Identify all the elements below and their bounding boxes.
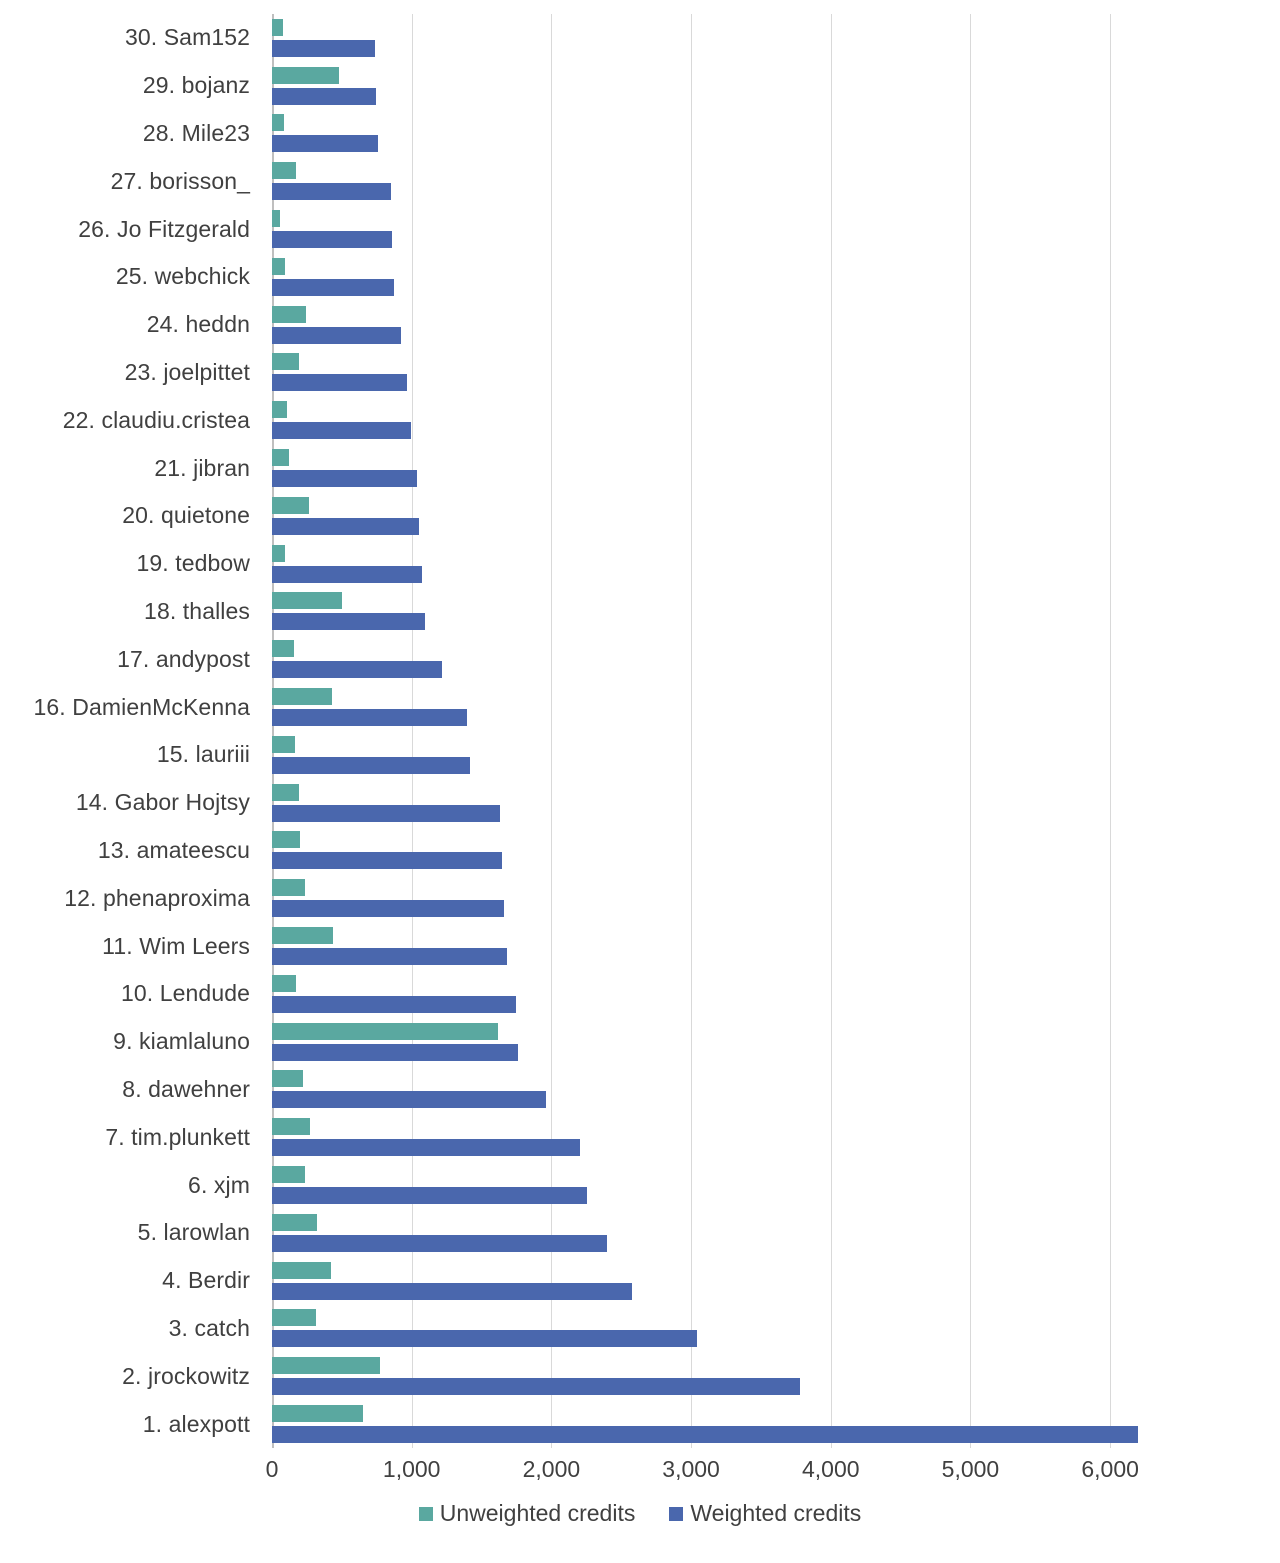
legend-label: Unweighted credits	[439, 1500, 636, 1526]
category-label-row	[0, 205, 250, 253]
category-label-row	[0, 1018, 250, 1066]
category-label: 5. larowlan	[137, 1219, 250, 1246]
legend-swatch-icon	[669, 1507, 683, 1521]
bar-group	[272, 1066, 1180, 1114]
bar-group	[272, 14, 1180, 62]
bar-unweighted	[272, 927, 333, 944]
bar-group	[272, 492, 1180, 540]
bar-weighted	[272, 1283, 632, 1300]
bar-unweighted	[272, 67, 339, 84]
bar-unweighted	[272, 879, 305, 896]
category-label: 3. catch	[168, 1314, 250, 1341]
category-label-row	[0, 14, 250, 62]
bar-weighted	[272, 135, 378, 152]
category-axis-labels	[0, 14, 262, 1448]
bar-group	[272, 1018, 1180, 1066]
category-label: 13. amateescu	[97, 836, 250, 863]
bar-unweighted	[272, 1070, 303, 1087]
category-label: 18. thalles	[144, 597, 250, 624]
bar-weighted	[272, 1187, 587, 1204]
bar-group	[272, 110, 1180, 158]
bar-group	[272, 1305, 1180, 1353]
bar-unweighted	[272, 449, 289, 466]
legend-item-unweighted[interactable]	[419, 1500, 636, 1527]
bar-group	[272, 1113, 1180, 1161]
bar-weighted	[272, 1426, 1138, 1443]
category-label-row	[0, 1209, 250, 1257]
category-label-row	[0, 253, 250, 301]
bar-unweighted	[272, 592, 342, 609]
value-axis-labels	[265, 1450, 1180, 1494]
bar-unweighted	[272, 306, 306, 323]
category-label: 7. tim.plunkett	[105, 1123, 250, 1150]
bar-group	[272, 731, 1180, 779]
bar-weighted	[272, 566, 422, 583]
bar-group	[272, 922, 1180, 970]
bar-weighted	[272, 661, 442, 678]
bar-group	[272, 635, 1180, 683]
bar-weighted	[272, 1330, 697, 1347]
bar-unweighted	[272, 1405, 363, 1422]
bar-weighted	[272, 231, 392, 248]
category-label: 1. alexpott	[142, 1410, 250, 1437]
bar-group	[272, 779, 1180, 827]
category-label: 20. quietone	[122, 502, 250, 529]
category-label: 16. DamienMcKenna	[33, 693, 250, 720]
chart-legend	[0, 1500, 1280, 1527]
x-axis-tick-label: 2,000	[522, 1456, 581, 1482]
category-label-row	[0, 157, 250, 205]
category-label: 28. Mile23	[142, 119, 250, 146]
x-axis-tick-label: 1,000	[382, 1456, 441, 1482]
category-label: 24. heddn	[146, 311, 250, 338]
category-label-row	[0, 635, 250, 683]
bar-weighted	[272, 374, 407, 391]
bar-group	[272, 1161, 1180, 1209]
category-label: 21. jibran	[154, 454, 250, 481]
bar-group	[272, 540, 1180, 588]
category-label-row	[0, 1257, 250, 1305]
bar-weighted	[272, 518, 419, 535]
bar-weighted	[272, 613, 425, 630]
category-label-row	[0, 492, 250, 540]
bar-weighted	[272, 709, 467, 726]
bar-unweighted	[272, 258, 285, 275]
bar-unweighted	[272, 736, 295, 753]
category-label: 4. Berdir	[162, 1267, 250, 1294]
bar-group	[272, 62, 1180, 110]
category-label-row	[0, 1305, 250, 1353]
category-label-row	[0, 110, 250, 158]
category-label-row	[0, 922, 250, 970]
bar-unweighted	[272, 210, 280, 227]
category-label-row	[0, 62, 250, 110]
x-axis-tick-label: 0	[265, 1456, 279, 1482]
category-label: 22. claudiu.cristea	[62, 406, 250, 433]
bar-group	[272, 349, 1180, 397]
category-label: 12. phenaproxima	[64, 884, 250, 911]
bar-weighted	[272, 900, 504, 917]
category-label: 17. andypost	[117, 645, 250, 672]
category-label: 27. borisson_	[110, 167, 250, 194]
category-label: 30. Sam152	[124, 24, 250, 51]
bar-unweighted	[272, 545, 285, 562]
bar-unweighted	[272, 784, 299, 801]
legend-swatch-icon	[419, 1507, 433, 1521]
bar-weighted	[272, 805, 500, 822]
category-label: 25. webchick	[115, 263, 250, 290]
category-label-row	[0, 683, 250, 731]
legend-item-weighted[interactable]	[669, 1500, 861, 1527]
bar-unweighted	[272, 975, 296, 992]
bar-unweighted	[272, 353, 299, 370]
category-label-row	[0, 1066, 250, 1114]
category-label: 2. jrockowitz	[122, 1362, 250, 1389]
bar-weighted	[272, 1091, 546, 1108]
bar-weighted	[272, 470, 417, 487]
bar-unweighted	[272, 831, 300, 848]
category-label: 26. Jo Fitzgerald	[78, 215, 250, 242]
x-axis-tick-label: 6,000	[1081, 1456, 1139, 1482]
bar-group	[272, 444, 1180, 492]
category-label-row	[0, 444, 250, 492]
bar-weighted	[272, 1139, 580, 1156]
category-label: 11. Wim Leers	[102, 932, 250, 959]
bar-unweighted	[272, 1118, 310, 1135]
category-label-row	[0, 349, 250, 397]
bar-weighted	[272, 279, 394, 296]
category-label: 29. bojanz	[142, 72, 250, 99]
bar-unweighted	[272, 1023, 498, 1040]
bar-weighted	[272, 948, 507, 965]
category-label-row	[0, 1161, 250, 1209]
category-label-row	[0, 1352, 250, 1400]
category-label-row	[0, 1113, 250, 1161]
category-label-row	[0, 1400, 250, 1448]
bar-weighted	[272, 1235, 607, 1252]
x-axis-tick-label: 3,000	[662, 1456, 720, 1482]
category-label-row	[0, 970, 250, 1018]
bar-weighted	[272, 1378, 800, 1395]
bar-weighted	[272, 88, 376, 105]
category-label: 14. Gabor Hojtsy	[75, 789, 250, 816]
bar-unweighted	[272, 640, 294, 657]
bar-group	[272, 970, 1180, 1018]
category-label-row	[0, 874, 250, 922]
bar-group	[272, 157, 1180, 205]
category-label: 9. kiamlaluno	[113, 1028, 250, 1055]
category-label-row	[0, 779, 250, 827]
bar-unweighted	[272, 162, 296, 179]
bar-group	[272, 301, 1180, 349]
category-label-row	[0, 301, 250, 349]
bar-unweighted	[272, 1214, 317, 1231]
bar-weighted	[272, 996, 516, 1013]
bar-weighted	[272, 40, 375, 57]
category-label-row	[0, 396, 250, 444]
bar-unweighted	[272, 497, 309, 514]
x-axis-tick-label: 5,000	[941, 1456, 1000, 1482]
bar-unweighted	[272, 114, 284, 131]
category-label-row	[0, 731, 250, 779]
bar-weighted	[272, 422, 411, 439]
bar-group	[272, 874, 1180, 922]
bar-group	[272, 396, 1180, 444]
bar-unweighted	[272, 1166, 305, 1183]
category-label: 6. xjm	[188, 1171, 250, 1198]
bar-weighted	[272, 183, 391, 200]
plot-area	[272, 14, 1180, 1448]
category-label: 23. joelpittet	[124, 358, 250, 385]
bar-group	[272, 1209, 1180, 1257]
bar-unweighted	[272, 1309, 316, 1326]
x-axis-tick-label: 4,000	[801, 1456, 860, 1482]
bar-unweighted	[272, 19, 283, 36]
bar-unweighted	[272, 1262, 331, 1279]
category-label: 8. dawehner	[122, 1075, 250, 1102]
bar-group	[272, 588, 1180, 636]
bar-unweighted	[272, 1357, 380, 1374]
bar-unweighted	[272, 401, 287, 418]
bar-group	[272, 683, 1180, 731]
bar-group	[272, 1352, 1180, 1400]
category-label-row	[0, 588, 250, 636]
category-label-row	[0, 827, 250, 875]
bar-group	[272, 1400, 1180, 1448]
category-label: 15. lauriii	[156, 741, 250, 768]
bar-weighted	[272, 1044, 518, 1061]
bar-weighted	[272, 757, 470, 774]
category-label-row	[0, 540, 250, 588]
bar-unweighted	[272, 688, 332, 705]
bar-weighted	[272, 852, 502, 869]
bar-group	[272, 827, 1180, 875]
bar-group	[272, 253, 1180, 301]
bar-weighted	[272, 327, 401, 344]
category-label: 10. Lendude	[120, 980, 250, 1007]
legend-label: Weighted credits	[690, 1500, 862, 1526]
bar-group	[272, 1257, 1180, 1305]
bar-group	[272, 205, 1180, 253]
category-label: 19. tedbow	[136, 550, 250, 577]
